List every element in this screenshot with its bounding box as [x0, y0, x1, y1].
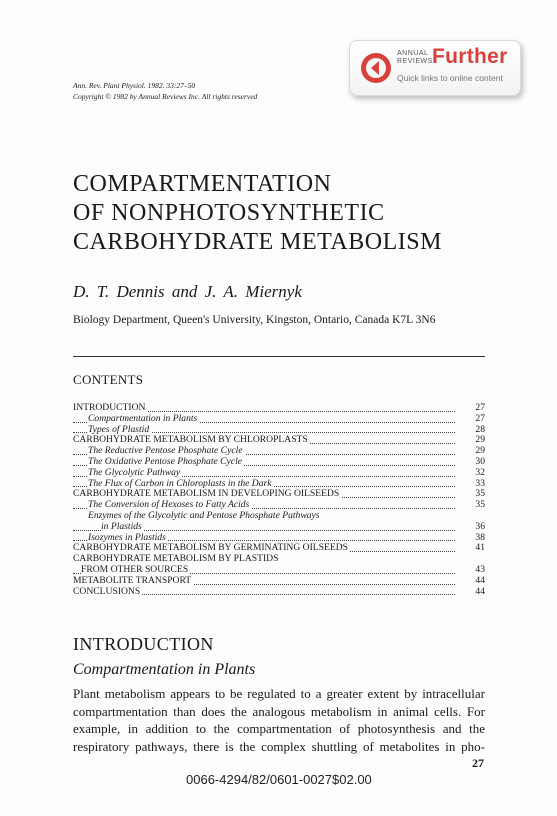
toc-entry-page: 30	[475, 455, 485, 467]
footer-code: 0066-4294/82/0601-0027$02.00	[186, 772, 372, 787]
toc-entry-label: The Conversion of Hexoses to Fatty Acids	[88, 499, 250, 511]
toc-entry-label: INTRODUCTION	[73, 402, 146, 413]
toc-entry-page: 36	[475, 520, 485, 532]
toc-entry-label: CARBOHYDRATE METABOLISM BY CHLOROPLASTS	[73, 434, 308, 446]
toc-entry-page: 29	[475, 434, 485, 446]
toc-entry-page: 33	[475, 477, 485, 489]
toc-entry-page: 27	[475, 402, 485, 413]
toc-entry-label: METABOLITE TRANSPORT	[73, 574, 192, 586]
further-label: Further	[432, 45, 508, 68]
toc-entry[interactable]	[73, 522, 485, 533]
toc-entry-label: in Plastids	[101, 520, 142, 532]
body-line: example, in addition to the compartmentation of photosynthesis and the	[73, 721, 485, 736]
toc-entry-page: 43	[475, 563, 485, 575]
toc-entry-page: 35	[475, 488, 485, 500]
citation-line-1: Ann. Rev. Plant Physiol. 1982. 33:27–50	[73, 81, 196, 90]
toc-entry-page: 35	[475, 499, 485, 511]
toc-entry-label: The Reductive Pentose Phosphate Cycle	[88, 445, 243, 457]
annual-reviews-further-badge[interactable]	[349, 40, 521, 96]
toc-entry-label: Enzymes of the Glycolytic and Pentose Phosphate Pathways	[88, 509, 320, 521]
title-line-3: CARBOHYDRATE METABOLISM	[73, 229, 442, 255]
toc-entry-page: 29	[475, 445, 485, 457]
toc-entry-page: 27	[475, 412, 485, 424]
citation-line-2: Copyright © 1982 by Annual Reviews Inc. All rights reserved	[73, 92, 258, 101]
toc-entry-page: 32	[475, 466, 485, 478]
title-line-1: COMPARTMENTATION	[73, 171, 332, 197]
body-line: compartmentation than does the analogous metabolism in animal cells. For	[73, 703, 485, 719]
toc-entry-label: CARBOHYDRATE METABOLISM IN DEVELOPING OILSEEDS	[73, 488, 340, 500]
table-of-contents	[73, 403, 485, 597]
toc-entry[interactable]	[73, 587, 485, 598]
authors: D. T. Dennis and J. A. Miernyk	[73, 282, 302, 301]
toc-entry-label: CARBOHYDRATE METABOLISM BY PLASTIDS	[73, 553, 279, 565]
section-heading-introduction: INTRODUCTION	[73, 634, 214, 654]
contents-heading: CONTENTS	[73, 372, 144, 387]
toc-entry-label: The Oxidative Pentose Phosphate Cycle	[88, 455, 242, 467]
body-paragraph	[73, 685, 485, 755]
toc-entry-label: FROM OTHER SOURCES	[81, 563, 189, 575]
toc-entry[interactable]	[73, 576, 485, 587]
toc-entry-page: 28	[475, 423, 485, 435]
toc-entry-label: CARBOHYDRATE METABOLISM BY GERMINATING OILSEEDS	[73, 542, 348, 554]
annual-reviews-logo-icon	[360, 52, 392, 84]
toc-entry[interactable]	[73, 468, 485, 479]
body-line: respiratory pathways, there is the complex shuttling of metabolites in pho-	[73, 738, 485, 754]
page-number: 27	[472, 756, 484, 770]
annual-reviews-wordmark: ANNUAL REVIEWS	[397, 50, 433, 65]
toc-entry-label: Isozymes in Plastids	[88, 531, 166, 543]
toc-entry-label: CONCLUSIONS	[73, 585, 141, 597]
toc-entry-page: 41	[475, 542, 485, 554]
toc-entry-label: The Flux of Carbon in Chloroplasts in the Dark	[88, 477, 272, 489]
toc-entry-label: Compartmentation in Plants	[88, 412, 198, 424]
toc-entry-label: Types of Plastid	[88, 423, 150, 435]
toc-entry-page: 44	[475, 585, 485, 597]
journal-citation	[73, 80, 257, 102]
toc-entry[interactable]	[73, 414, 485, 425]
title-line-2: OF NONPHOTOSYNTHETIC	[73, 200, 385, 226]
affiliation: Biology Department, Queen's University, Kingston, Ontario, Canada K7L 3N6	[73, 314, 436, 326]
toc-entry-page: 44	[475, 574, 485, 586]
toc-entry-page: 38	[475, 531, 485, 543]
divider-rule	[73, 356, 485, 357]
further-tagline: Quick links to online content	[397, 73, 503, 83]
subsection-heading: Compartmentation in Plants	[73, 661, 256, 678]
body-line: Plant metabolism appears to be regulated to a greater extent by intracellular	[73, 686, 485, 701]
toc-entry-label: The Glycolytic Pathway	[88, 466, 181, 478]
article-title	[73, 170, 442, 257]
